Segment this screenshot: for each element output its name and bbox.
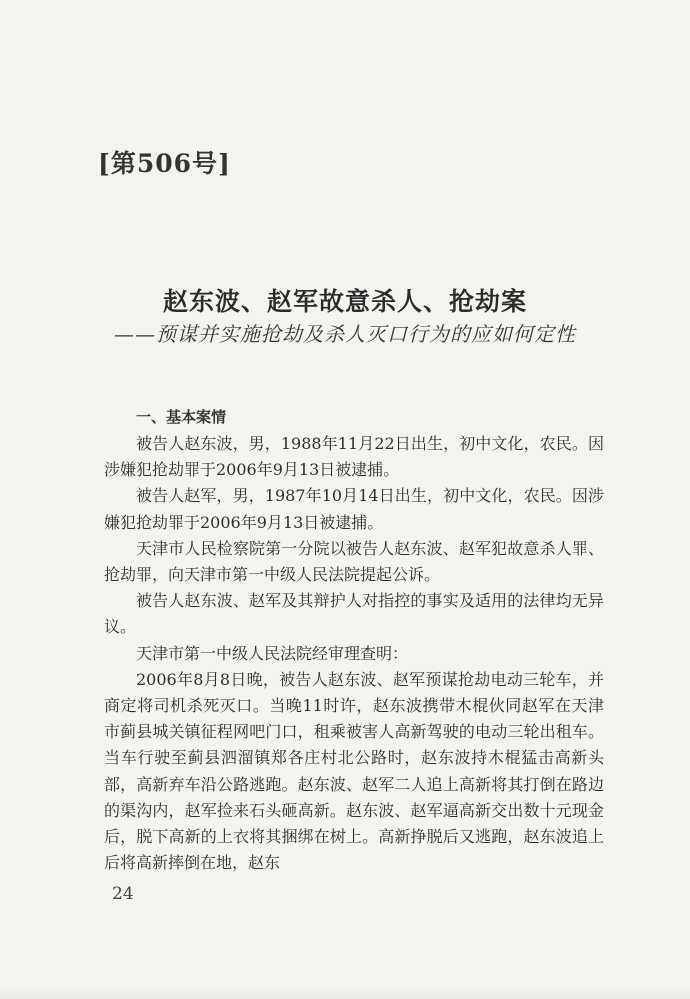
paragraph: 被告人赵东波、赵军及其辩护人对指控的事实及适用的法律均无异议。 bbox=[104, 591, 604, 637]
case-title: 赵东波、赵军故意杀人、抢劫案 bbox=[162, 287, 527, 316]
paragraph: 被告人赵东波，男，1988年11月22日出生，初中文化，农民。因涉嫌犯抢劫罪于2006年9月13日被逮捕。 bbox=[104, 434, 604, 480]
page-number: 24 bbox=[112, 884, 134, 904]
paragraph: 天津市第一中级人民法院经审理查明： bbox=[136, 643, 409, 663]
section-heading: 一、基本案情 bbox=[136, 408, 227, 426]
page-bottom-edge bbox=[0, 985, 690, 999]
paragraph: 被告人赵军，男，1987年10月14日出生，初中文化，农民。因涉嫌犯抢劫罪于2006年9月13日被逮捕。 bbox=[104, 486, 604, 532]
case-subtitle: ——预谋并实施抢劫及杀人灭口行为的应如何定性 bbox=[114, 322, 576, 346]
paragraph: 2006年8月8日晚，被告人赵东波、赵军预谋抢劫电动三轮车，并商定将司机杀死灭口。当晚11时许，赵东波携带木棍伙同赵军在天津市蓟县城关镇征程网吧门口，租乘被害人高新驾驶的电动三轮出租车。当车行驶至蓟县泗溜镇郑各庄村北公路时，赵东波持木棍猛击高新头部，高新弃车沿公路逃跑。赵东波、赵军二人追上高新将其打倒在路边的渠沟内，赵军捡来石头砸高新。赵东波、赵军逼高新交出数十元现金后，脱下高新的上衣将其捆绑在树上。高新挣脱后又逃跑，赵东波追上后将高新摔倒在地，赵东 bbox=[104, 669, 604, 873]
case-number: [第506号] bbox=[98, 149, 231, 178]
paragraph: 天津市人民检察院第一分院以被告人赵东波、赵军犯故意杀人罪、抢劫罪，向天津市第一中级人民法院提起公诉。 bbox=[104, 538, 604, 585]
body-text bbox=[104, 404, 604, 876]
